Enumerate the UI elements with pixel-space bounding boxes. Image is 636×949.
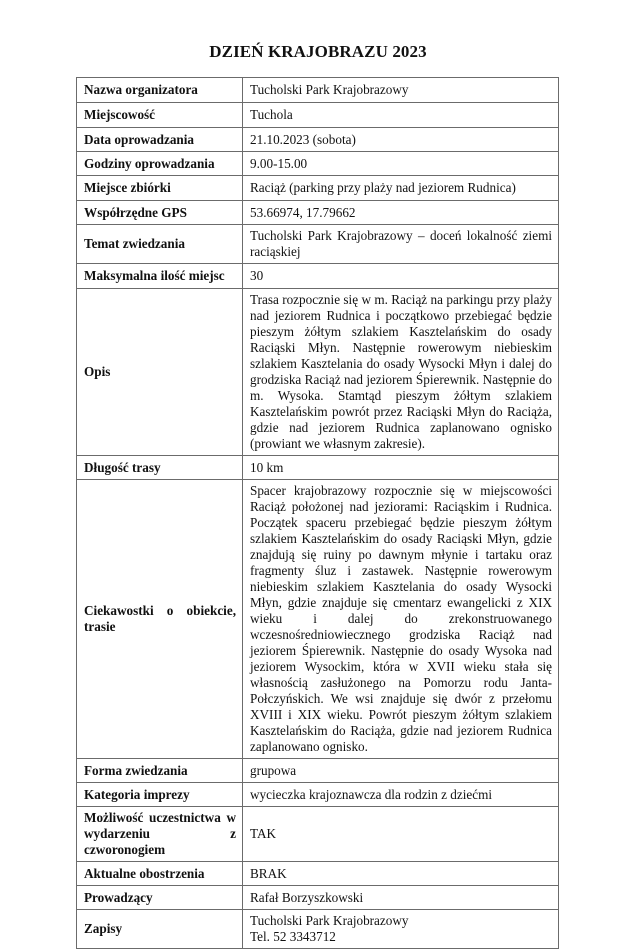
table-row-trivia bbox=[77, 480, 559, 759]
table-row-restrictions bbox=[77, 862, 559, 886]
row-label: Miejsce zbiórki bbox=[77, 176, 243, 201]
row-label: Możliwość uczestnictwa w wydarzeniu z czworonogiem bbox=[77, 807, 243, 862]
row-label: Godziny oprowadzania bbox=[77, 152, 243, 176]
row-label: Miejscowość bbox=[77, 103, 243, 128]
row-label: Prowadzący bbox=[77, 886, 243, 910]
row-label: Kategoria imprezy bbox=[77, 783, 243, 807]
registration-organizer: Tucholski Park Krajobrazowy bbox=[250, 913, 409, 928]
table-row-locality bbox=[77, 103, 559, 128]
row-label: Forma zwiedzania bbox=[77, 759, 243, 783]
row-value: Rafał Borzyszkowski bbox=[243, 886, 559, 910]
row-value bbox=[243, 910, 559, 949]
table-row-organizer bbox=[77, 78, 559, 103]
row-value: grupowa bbox=[243, 759, 559, 783]
table-row-description bbox=[77, 289, 559, 456]
table-row-route-length bbox=[77, 456, 559, 480]
row-label: Długość trasy bbox=[77, 456, 243, 480]
row-value: 10 km bbox=[243, 456, 559, 480]
row-value: 30 bbox=[243, 264, 559, 289]
table-row-max-places bbox=[77, 264, 559, 289]
table-row-tour-form bbox=[77, 759, 559, 783]
event-info-table bbox=[76, 77, 559, 949]
row-label: Współrzędne GPS bbox=[77, 201, 243, 225]
row-value: Tucholski Park Krajobrazowy – doceń lokalność ziemi raciąskiej bbox=[243, 225, 559, 264]
row-value: Trasa rozpocznie się w m. Raciąż na parkingu przy plaży nad jeziorem Rudnica i początkowo przebiegać będzie pieszym żółtym szlakiem Kasztelańskim do osady Raciąski Młyn. Następnie rowerowym niebieskim szlakiem Kasztelania do osady Wysocki Młyn i dalej do grodziska Raciąż nad jeziorem Śpierewnik. Następnie do m. Wysoka. Stamtąd pieszym żółtym szlakiem Kasztelańskim powrót przez Raciąski Młyn do Raciąża, gdzie nad jeziorem Rudnica zaplanowano ognisko (prowiant we własnym zakresie). bbox=[243, 289, 559, 456]
row-label: Opis bbox=[77, 289, 243, 456]
table-row-registration bbox=[77, 910, 559, 949]
row-value: BRAK bbox=[243, 862, 559, 886]
table-row-date bbox=[77, 128, 559, 152]
row-label: Data oprowadzania bbox=[77, 128, 243, 152]
table-row-hours bbox=[77, 152, 559, 176]
row-value: Tucholski Park Krajobrazowy bbox=[243, 78, 559, 103]
table-row-pets-allowed bbox=[77, 807, 559, 862]
table-row-event-category bbox=[77, 783, 559, 807]
row-label: Nazwa organizatora bbox=[77, 78, 243, 103]
row-value: 21.10.2023 (sobota) bbox=[243, 128, 559, 152]
row-value: Raciąż (parking przy plaży nad jeziorem Rudnica) bbox=[243, 176, 559, 201]
row-label: Aktualne obostrzenia bbox=[77, 862, 243, 886]
table-row-gps bbox=[77, 201, 559, 225]
table-row-meeting-place bbox=[77, 176, 559, 201]
row-value: 53.66974, 17.79662 bbox=[243, 201, 559, 225]
row-value: TAK bbox=[243, 807, 559, 862]
row-label: Maksymalna ilość miejsc bbox=[77, 264, 243, 289]
row-label: Ciekawostki o obiekcie, trasie bbox=[77, 480, 243, 759]
row-value: Tuchola bbox=[243, 103, 559, 128]
row-label: Temat zwiedzania bbox=[77, 225, 243, 264]
row-label: Zapisy bbox=[77, 910, 243, 949]
document-title: DZIEŃ KRAJOBRAZU 2023 bbox=[209, 42, 427, 61]
row-value: 9.00-15.00 bbox=[243, 152, 559, 176]
table-row-topic bbox=[77, 225, 559, 264]
row-value: Spacer krajobrazowy rozpocznie się w miejscowości Raciąż położonej nad jeziorami: Raciąskim i Rudnica. Początek spaceru przebiegać będzie pieszym żółtym szlakiem Kasztelańskim do osady Raciąski Młyn, gdzie znajdują się ruiny po dawnym młynie i tartaku oraz fragmenty śluz i zastawek. Następnie rowerowym niebieskim szlakiem Kasztelania do osady Wysocki Młyn, gdzie znajduje się cmentarz ewangelicki z XIX wieku i dalej do zrekonstruowanego wczesnośredniowiecznego grodziska Raciąż nad jeziorem Śpierewnik. Następnie do osady Wysoka nad jeziorem Wysockim, która w XVII wieku stała się własnością zasłużonego na Pomorzu rodu Janta-Połczyńskich. We wsi znajduje się dwór z przełomu XVIII i XIX wieku. Powrót pieszym żółtym szlakiem Kasztelańskim do Raciąża, gdzie nad jeziorem Rudnica zaplanowano ognisko. bbox=[243, 480, 559, 759]
table-row-guide bbox=[77, 886, 559, 910]
row-value: wycieczka krajoznawcza dla rodzin z dziećmi bbox=[243, 783, 559, 807]
registration-phone: Tel. 52 3343712 bbox=[250, 929, 336, 944]
